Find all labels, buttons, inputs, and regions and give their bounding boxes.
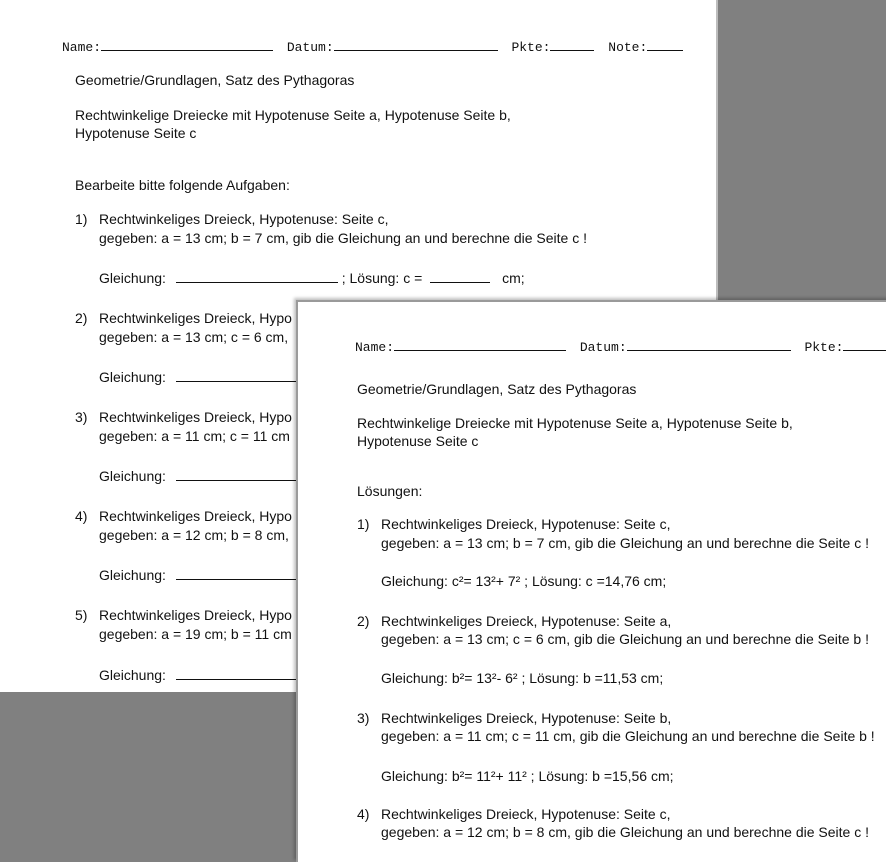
solution-line-2: gegeben: a = 12 cm; b = 8 cm, gib die Gleichung an und berechne die Seite c ! [381,824,869,840]
solutions-subtitle-2: Hypotenuse Seite c [357,433,479,449]
solutions-topic: Geometrie/Grundlagen, Satz des Pythagoras [357,381,637,397]
name-label: Name: [62,40,102,55]
task-line-1: Rechtwinkeliges Dreieck, Hypo [99,607,292,623]
equation-label: Gleichung: [99,468,166,484]
solution-label: ; Lösung: c = [341,270,423,286]
equation-label: Gleichung: [99,567,166,583]
solution-number: 2) [357,613,370,629]
note-blank [647,37,683,51]
worksheet-instruction: Bearbeite bitte folgende Aufgaben: [75,177,290,193]
worksheet-topic: Geometrie/Grundlagen, Satz des Pythagoras [75,72,355,88]
solution-blank [430,269,490,283]
solution-line-2: gegeben: a = 13 cm; b = 7 cm, gib die Gleichung an und berechne die Seite c ! [381,535,869,551]
worksheet-header [62,37,683,55]
task-line-2: gegeben: a = 13 cm; c = 6 cm, [99,329,289,345]
name-label: Name: [355,340,395,355]
task-number: 5) [75,607,88,623]
solution-unit: cm; [502,270,525,286]
solutions-heading: Lösungen: [357,483,423,499]
note-label: Note: [608,40,648,55]
task-line-1: Rechtwinkeliges Dreieck, Hypo [99,409,292,425]
solution-line-2: gegeben: a = 13 cm; c = 6 cm, gib die Gleichung an und berechne die Seite b ! [381,631,869,647]
solutions-page [296,300,886,862]
worksheet-subtitle-2: Hypotenuse Seite c [75,125,197,141]
task-line-2: gegeben: a = 12 cm; b = 8 cm, [99,527,289,543]
task-number: 3) [75,409,88,425]
name-blank [101,37,273,51]
pkte-blank [843,337,886,351]
task-line-2: gegeben: a = 11 cm; c = 11 cm [99,428,290,444]
pkte-label: Pkte: [511,40,551,55]
pkte-label: Pkte: [804,340,844,355]
solution-number: 3) [357,710,370,726]
task-line-2: gegeben: a = 19 cm; b = 11 cm [99,626,292,642]
equation-label: Gleichung: [99,667,166,683]
task-number: 2) [75,310,88,326]
solution-answer: Gleichung: c²= 13²+ 7² ; Lösung: c =14,76 cm; [381,573,667,589]
task-line-1: Rechtwinkeliges Dreieck, Hypo [99,310,292,326]
task-line-1: Rechtwinkeliges Dreieck, Hypotenuse: Seite c, [99,211,389,227]
solutions-subtitle-1: Rechtwinkelige Dreiecke mit Hypotenuse Seite a, Hypotenuse Seite b, [357,415,793,431]
solution-line-1: Rechtwinkeliges Dreieck, Hypotenuse: Seite a, [381,613,672,629]
solution-answer: Gleichung: b²= 13²- 6² ; Lösung: b =11,53 cm; [381,670,664,686]
task-line-1: Rechtwinkeliges Dreieck, Hypo [99,508,292,524]
pkte-blank [550,37,594,51]
equation-label: Gleichung: [99,369,166,385]
task-number: 1) [75,211,88,227]
equation-blank [176,269,338,283]
task-number: 4) [75,508,88,524]
datum-blank [627,337,791,351]
solution-number: 1) [357,516,370,532]
equation-row [99,269,525,287]
worksheet-subtitle-1: Rechtwinkelige Dreiecke mit Hypotenuse Seite a, Hypotenuse Seite b, [75,107,511,123]
datum-label: Datum: [579,340,627,355]
solution-line-1: Rechtwinkeliges Dreieck, Hypotenuse: Seite b, [381,710,672,726]
datum-blank [334,37,498,51]
solution-line-2: gegeben: a = 11 cm; c = 11 cm, gib die Gleichung an und berechne die Seite b ! [381,728,875,744]
name-blank [394,337,566,351]
solution-number: 4) [357,806,370,822]
solution-answer: Gleichung: b²= 11²+ 11² ; Lösung: b =15,56 cm; [381,768,674,784]
task-line-2: gegeben: a = 13 cm; b = 7 cm, gib die Gleichung an und berechne die Seite c ! [99,230,587,246]
solution-line-1: Rechtwinkeliges Dreieck, Hypotenuse: Seite c, [381,516,671,532]
solution-line-1: Rechtwinkeliges Dreieck, Hypotenuse: Seite c, [381,806,671,822]
equation-label: Gleichung: [99,270,166,286]
solutions-header [355,337,886,355]
datum-label: Datum: [286,40,334,55]
